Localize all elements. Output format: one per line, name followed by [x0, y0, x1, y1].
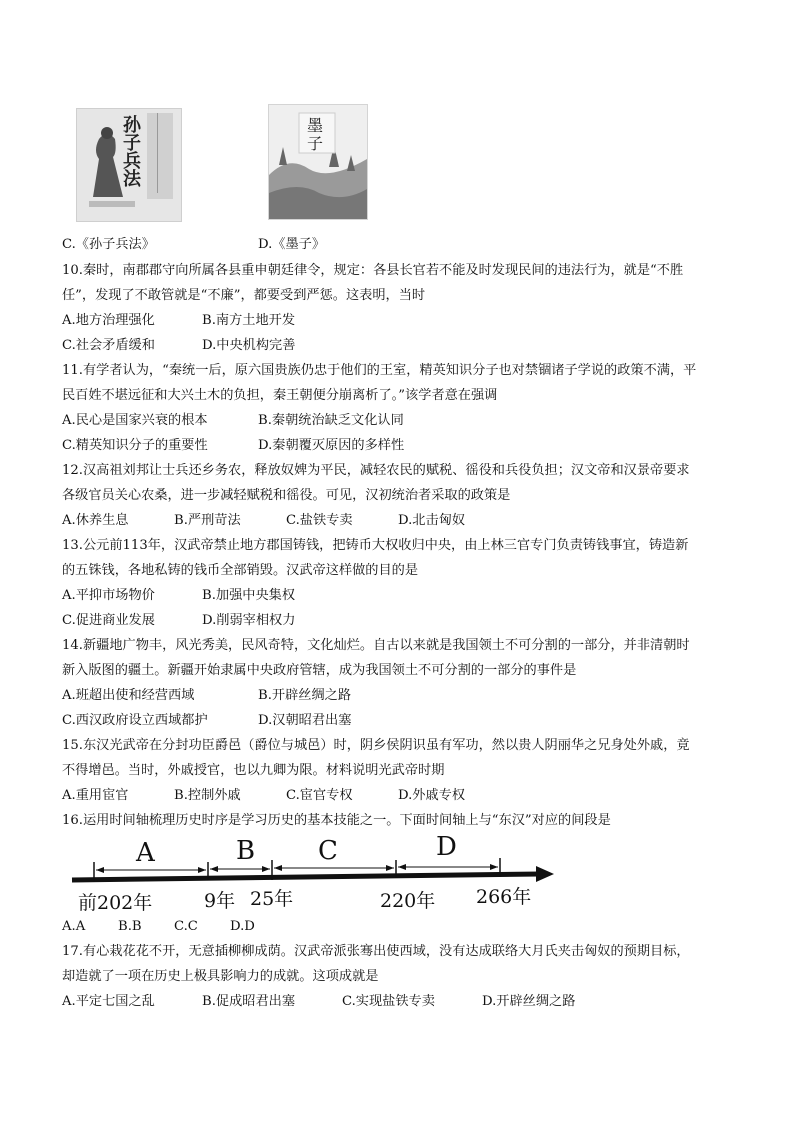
q14-option-a[interactable]: A.班超出使和经营西域 [62, 688, 195, 703]
year-label-25: 25年 [250, 888, 294, 910]
q10-option-a[interactable]: A.地方治理强化 [62, 313, 155, 328]
q11-option-b[interactable]: B.秦朝统治缺乏文化认同 [258, 413, 404, 428]
q15-stem-line1: 15.东汉光武帝在分封功臣爵邑（爵位与城邑）时，阴乡侯阴识虽有军功，然以贵人阴丽华之兄身处外戚，竟 [62, 738, 690, 753]
q13-option-a[interactable]: A.平抑市场物价 [62, 588, 155, 603]
q15-option-c[interactable]: C.宦官专权 [286, 788, 353, 803]
segment-label-d: D [436, 832, 457, 862]
q17-option-d[interactable]: D.开辟丝绸之路 [482, 994, 576, 1009]
timeline-diagram [66, 832, 566, 916]
q16-option-a[interactable]: A.A [62, 919, 86, 934]
q17-option-c[interactable]: C.实现盐铁专卖 [342, 994, 435, 1009]
q17-option-a[interactable]: A.平定七国之乱 [62, 994, 155, 1009]
q16-option-b[interactable]: B.B [118, 919, 142, 934]
q13-stem-line1: 13.公元前113年，汉武帝禁止地方郡国铸钱，把铸币大权收归中央，由上林三官专门负责铸钱事宜，铸造新 [62, 538, 689, 553]
q11-option-a[interactable]: A.民心是国家兴衰的根本 [62, 413, 208, 428]
q15-option-d[interactable]: D.外戚专权 [398, 788, 466, 803]
sunzi-book-title: 孙子兵法 [123, 115, 141, 190]
year-label-202bc: 前202年 [78, 892, 153, 914]
q17-stem-line2: 却造就了一项在历史上极具影响力的成就。这项成就是 [62, 969, 379, 984]
q10-option-d[interactable]: D.中央机构完善 [202, 338, 296, 353]
q16-option-d[interactable]: D.D [230, 919, 255, 934]
q17-stem-line1: 17.有心栽花花不开，无意插柳柳成荫。汉武帝派张骞出使西域，没有达成联络大月氏夹击匈奴的预期目标， [62, 944, 690, 959]
q17-option-b[interactable]: B.促成昭君出塞 [202, 994, 296, 1009]
q14-stem-line1: 14.新疆地广物丰，风光秀美，民风奇特，文化灿烂。自古以来就是我国领土不可分割的一部分，并非清朝时 [62, 638, 690, 653]
q13-option-c[interactable]: C.促进商业发展 [62, 613, 155, 628]
q11-option-c[interactable]: C.精英知识分子的重要性 [62, 438, 208, 453]
q9-option-c[interactable]: C.《孙子兵法》 [62, 237, 155, 252]
mozi-book-image [268, 104, 368, 220]
q11-stem-line1: 11.有学者认为，“秦统一后，原六国贵族仍忠于他们的王室，精英知识分子也对禁锢诸子学说的政策不满，平 [62, 363, 697, 378]
q12-option-d[interactable]: D.北击匈奴 [398, 513, 466, 528]
q15-option-a[interactable]: A.重用宦官 [62, 788, 129, 803]
q13-option-b[interactable]: B.加强中央集权 [202, 588, 296, 603]
segment-label-a: A [136, 838, 155, 868]
q14-option-b[interactable]: B.开辟丝绸之路 [258, 688, 352, 703]
q14-option-c[interactable]: C.西汉政府设立西域都护 [62, 713, 208, 728]
q10-stem-line2: 任”，发现了不敢管就是“不廉”，都要受到严惩。这表明，当时 [62, 288, 426, 303]
q13-stem-line2: 的五铢钱，各地私铸的钱币全部销毁。汉武帝这样做的目的是 [62, 563, 419, 578]
q10-stem-line1: 10.秦时，南郡郡守向所属各县重申朝廷律令，规定：各县长官若不能及时发现民间的违法行为，就是“不胜 [62, 263, 684, 278]
mozi-book-title: 墨子 [307, 116, 324, 153]
q16-stem: 16.运用时间轴梳理历史时序是学习历史的基本技能之一。下面时间轴上与“东汉”对应的间段是 [62, 813, 611, 828]
q16-option-c[interactable]: C.C [174, 919, 198, 934]
q9-option-d[interactable]: D.《墨子》 [258, 237, 326, 252]
q14-option-d[interactable]: D.汉朝昭君出塞 [258, 713, 352, 728]
q12-option-a[interactable]: A.休养生息 [62, 513, 129, 528]
q15-option-b[interactable]: B.控制外戚 [174, 788, 241, 803]
q12-option-c[interactable]: C.盐铁专卖 [286, 513, 353, 528]
q12-option-b[interactable]: B.严刑苛法 [174, 513, 241, 528]
q13-option-d[interactable]: D.削弱宰相权力 [202, 613, 296, 628]
q11-option-d[interactable]: D.秦朝覆灭原因的多样性 [258, 438, 405, 453]
segment-label-c: C [318, 836, 338, 866]
sunzi-bingfa-book-image [76, 108, 182, 222]
q11-stem-line2: 民百姓不堪远征和大兴土木的负担，秦王朝便分崩离析了。”该学者意在强调 [62, 388, 498, 403]
q10-option-c[interactable]: C.社会矛盾缓和 [62, 338, 155, 353]
segment-label-b: B [236, 836, 256, 866]
q10-option-b[interactable]: B.南方土地开发 [202, 313, 296, 328]
q12-stem-line2: 各级官员关心农桑，进一步减轻赋税和徭役。可见，汉初统治者采取的政策是 [62, 488, 511, 503]
q14-stem-line2: 新入版图的疆土。新疆开始隶属中央政府管辖，成为我国领土不可分割的一部分的事件是 [62, 663, 577, 678]
q15-stem-line2: 不得增邑。当时，外戚授官，也以九卿为限。材料说明光武帝时期 [62, 763, 445, 778]
year-label-220: 220年 [380, 890, 436, 912]
year-label-9: 9年 [204, 890, 236, 912]
year-label-266: 266年 [476, 886, 532, 908]
q12-stem-line1: 12.汉高祖刘邦让士兵还乡务农，释放奴婢为平民，减轻农民的赋税、徭役和兵役负担；汉文帝和汉景帝要求 [62, 463, 690, 478]
